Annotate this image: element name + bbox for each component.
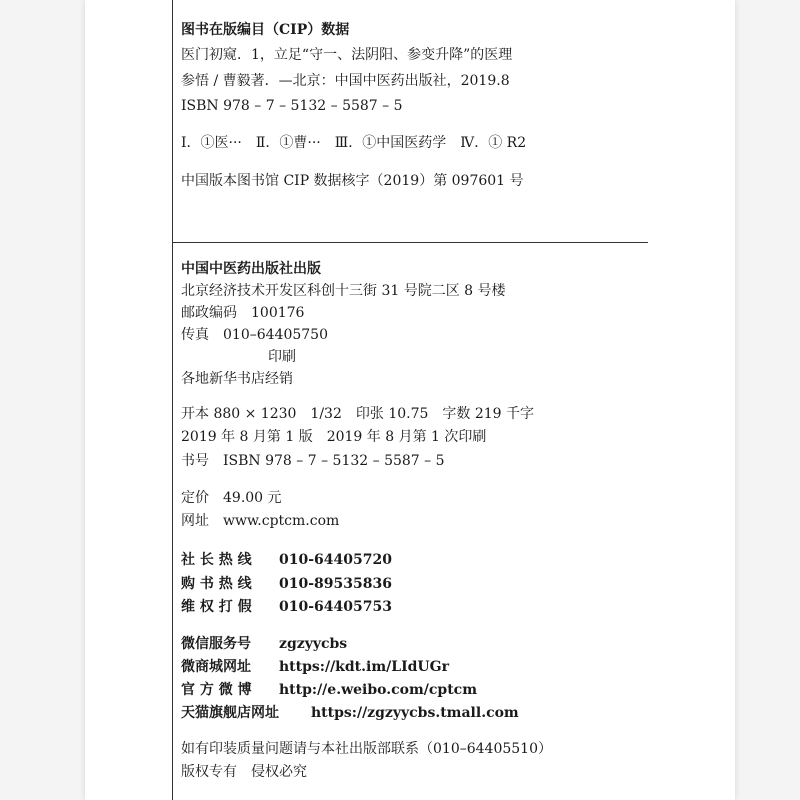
publisher-postcode: 邮政编码 100176	[181, 305, 305, 321]
quality-contact-line: 如有印装质量问题请与本社出版部联系（010–64405510）	[181, 741, 552, 757]
cip-isbn-line: ISBN 978 – 7 – 5132 – 5587 – 5	[181, 98, 403, 114]
hotline-row	[181, 597, 392, 617]
vertical-rule	[172, 0, 173, 800]
social-value: https://zgzyycbs.tmall.com	[311, 705, 519, 721]
social-row	[181, 657, 449, 677]
publisher-address: 北京经济技术开发区科创十三街 31 号院二区 8 号楼	[181, 283, 506, 299]
hotline-row	[181, 550, 392, 570]
social-row	[181, 680, 477, 700]
social-label: 微商城网址	[181, 659, 251, 675]
hotline-value: 010-89535836	[279, 576, 392, 592]
cip-classification-line: Ⅰ．①医··· Ⅱ．①曹··· Ⅲ．①中国医药学 Ⅳ．① R2	[181, 135, 527, 151]
publisher-distribution: 各地新华书店经销	[181, 371, 293, 387]
price-line: 定价 49.00 元	[181, 490, 282, 506]
cip-title-line: 医门初窥．1，立足“守一、法阴阳、参变升降”的医理	[181, 47, 513, 63]
social-label: 官 方 微 博	[181, 682, 252, 698]
spec-book-number-line: 书号 ISBN 978 – 7 – 5132 – 5587 – 5	[181, 453, 445, 469]
cip-data-number-line: 中国版本图书馆 CIP 数据核字（2019）第 097601 号	[181, 173, 524, 189]
publisher-printing: 印刷	[268, 349, 296, 365]
publisher-name: 中国中医药出版社出版	[181, 261, 321, 277]
social-label: 微信服务号	[181, 636, 251, 652]
social-value: zgzyycbs	[279, 636, 348, 652]
cip-author-line: 参悟 / 曹毅著．—北京：中国中医药出版社，2019.8	[181, 73, 510, 89]
spec-format-line: 开本 880 × 1230 1/32 印张 10.75 字数 219 千字	[181, 406, 535, 422]
rights-line: 版权专有 侵权必究	[181, 764, 307, 780]
hotline-label: 社 长 热 线	[181, 552, 252, 568]
hotline-value: 010-64405720	[279, 552, 392, 568]
social-row	[181, 634, 347, 654]
spec-edition-line: 2019 年 8 月第 1 版 2019 年 8 月第 1 次印刷	[181, 429, 487, 445]
hotline-label: 维 权 打 假	[181, 599, 252, 615]
hotline-value: 010-64405753	[279, 599, 392, 615]
hotline-row	[181, 574, 392, 594]
social-label: 天猫旗舰店网址	[181, 705, 279, 721]
hotline-label: 购 书 热 线	[181, 576, 252, 592]
social-value: http://e.weibo.com/cptcm	[279, 682, 478, 698]
publisher-fax: 传真 010–64405750	[181, 327, 328, 343]
social-value: https://kdt.im/LIdUGr	[279, 659, 449, 675]
cip-heading: 图书在版编目（CIP）数据	[181, 22, 350, 38]
website-line: 网址 www.cptcm.com	[181, 513, 340, 529]
social-row	[181, 703, 519, 723]
horizontal-rule	[172, 242, 648, 243]
